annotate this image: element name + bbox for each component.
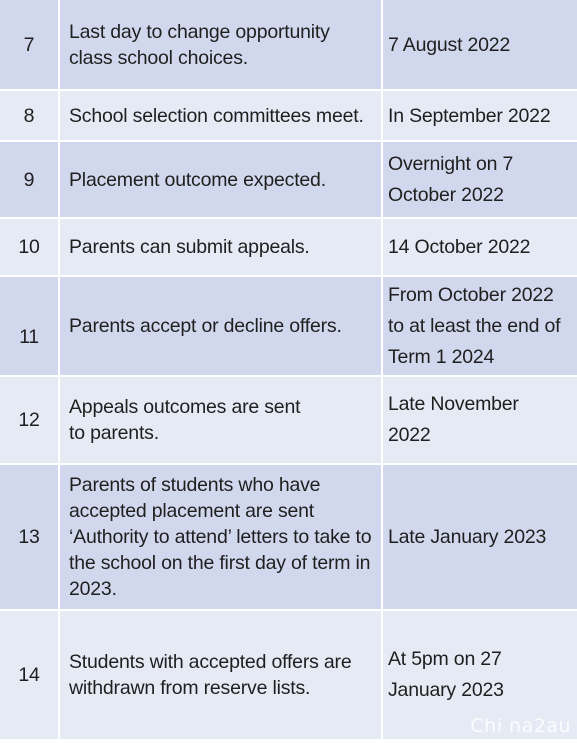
row-number: 8 <box>0 91 58 140</box>
row-description: Appeals outcomes are sent to parents. <box>60 377 381 463</box>
watermark: Chi na2au <box>470 715 571 737</box>
row-description: Placement outcome expected. <box>60 142 381 217</box>
row-description: School selection committees meet. <box>60 91 381 140</box>
row-description: Last day to change opportunity class school choices. <box>60 0 381 89</box>
row-number: 14 <box>0 611 58 739</box>
row-date: Late January 2023 <box>383 465 577 609</box>
row-number: 10 <box>0 219 58 275</box>
row-description: Parents can submit appeals. <box>60 219 381 275</box>
table-row <box>0 0 577 89</box>
table-row <box>0 377 577 463</box>
row-date: In September 2022 <box>383 91 577 140</box>
row-date: Late November 2022 <box>383 377 577 463</box>
row-number: 11 <box>0 277 58 375</box>
table-row <box>0 465 577 609</box>
table-row <box>0 142 577 217</box>
row-description: Parents accept or decline offers. <box>60 277 381 375</box>
row-date: From October 2022 to at least the end of Term 1 2024 <box>383 277 577 375</box>
row-date: At 5pm on 27 January 2023 <box>383 611 577 739</box>
table-row <box>0 91 577 140</box>
table-row <box>0 219 577 275</box>
row-description: Parents of students who have accepted placement are sent ‘Authority to attend’ letters to take to the school on the first day of term in 2023. <box>60 465 381 609</box>
row-number: 12 <box>0 377 58 463</box>
row-description: Students with accepted offers are withdrawn from reserve lists. <box>60 611 381 739</box>
row-number: 7 <box>0 0 58 89</box>
table-row <box>0 277 577 375</box>
row-number: 9 <box>0 142 58 217</box>
row-date: 7 August 2022 <box>383 0 577 89</box>
row-date: 14 October 2022 <box>383 219 577 275</box>
row-date: Overnight on 7 October 2022 <box>383 142 577 217</box>
row-number: 13 <box>0 465 58 609</box>
